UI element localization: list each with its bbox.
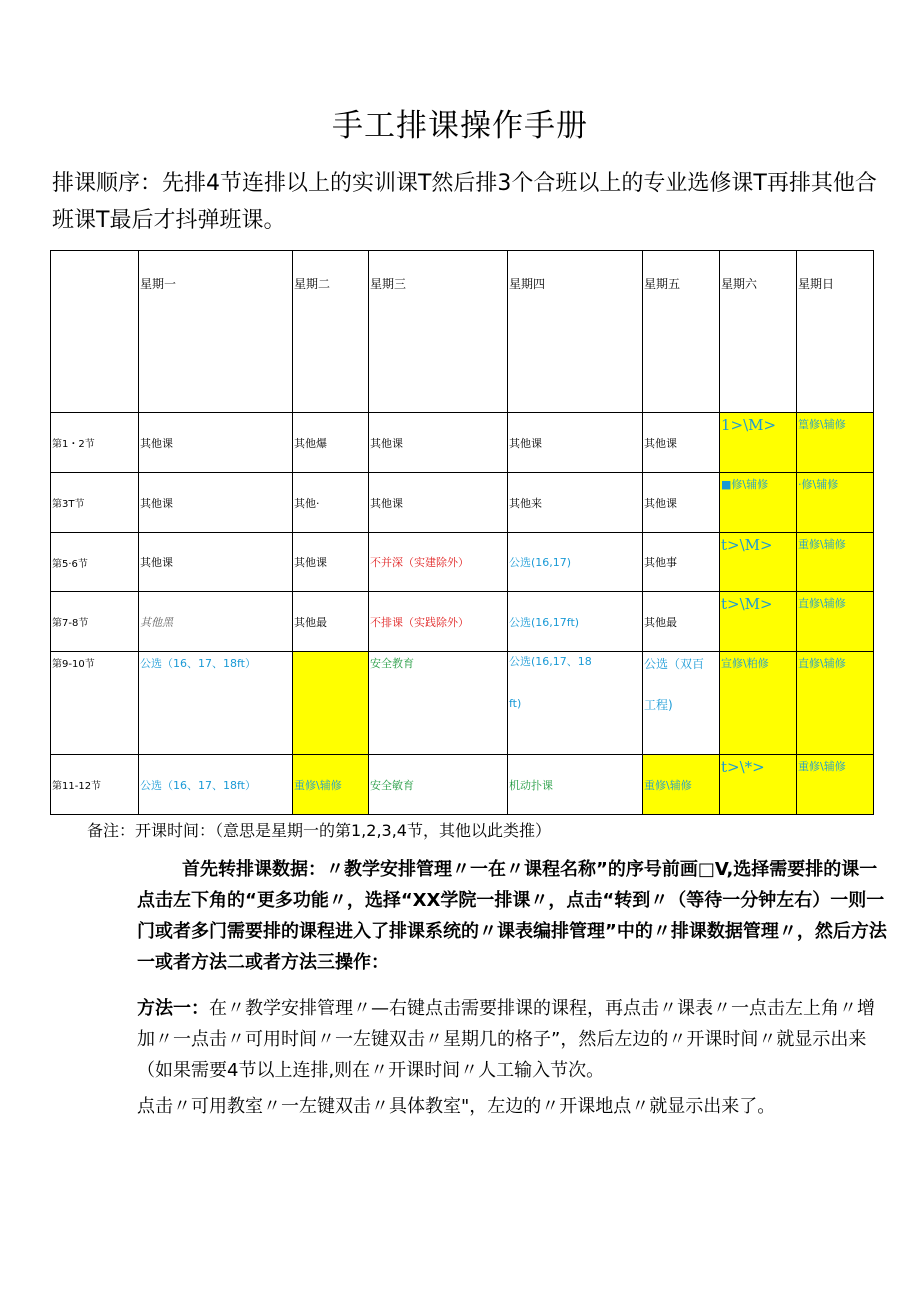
table-cell: 重修\辅修 <box>293 755 369 815</box>
header-mon: 星期一 <box>139 251 293 413</box>
table-cell: ·修\辅修 <box>797 473 874 533</box>
paragraph-transfer-data <box>137 854 889 978</box>
table-cell: 其他· <box>293 473 369 533</box>
table-cell: 公选(16,17) <box>508 533 643 592</box>
page-title: 手工排课操作手册 <box>332 108 588 144</box>
table-cell: 其他课 <box>643 413 720 473</box>
table-cell: 安全敏育 <box>369 755 508 815</box>
table-note: 备注：开课时间：（意思是星期一的第1,2,3,4节，其他以此类推） <box>87 821 551 840</box>
paragraph-text: 首先转排课数据：〃教学安排管理〃一在〃课程名称”的序号前画□V,选择需要排的课一点击左下角的“更多功能〃，选择“XX学院一排课〃，点击“转到〃（等待一分钟左右）一则一门或者多门需要排的课程进入了排课系统的〃课表编排管理”中的〃排课数据管理〃，然后方法一或者方法二或者方法三操作： <box>137 859 887 973</box>
period-label: 第5·6节 <box>51 533 139 592</box>
table-cell: 其他课 <box>139 413 293 473</box>
table-cell: 公选(16,17ft) <box>508 592 643 652</box>
paragraph-classroom: 点击〃可用教室〃一左键双击〃具体教室"，左边的〃开课地点〃就显示出来了。 <box>137 1096 776 1117</box>
table-cell: 其他课 <box>139 533 293 592</box>
table-row <box>51 413 874 473</box>
table-cell: 不排课（实践除外） <box>369 592 508 652</box>
header-tue: 星期二 <box>293 251 369 413</box>
table-cell <box>508 652 643 755</box>
table-cell: 其他最 <box>293 592 369 652</box>
table-cell: 重修\辅修 <box>643 755 720 815</box>
table-cell: 其他课 <box>293 533 369 592</box>
paragraph-method-one <box>137 993 889 1086</box>
table-cell: 其他课 <box>369 413 508 473</box>
table-cell: 其他黑 <box>139 592 293 652</box>
table-cell: 公选（16、17、18ft） <box>139 755 293 815</box>
table-cell: ■修\辅修 <box>720 473 797 533</box>
method-one-label: 方法一： <box>137 998 209 1019</box>
table-cell: 直修\辅修 <box>797 592 874 652</box>
table-cell: 其他事 <box>643 533 720 592</box>
table-row <box>51 533 874 592</box>
table-cell: 1>\M> <box>720 413 797 473</box>
scheduling-order-text: 排课顺序：先排4节连排以上的实训课T然后排3个合班以上的专业选修课T再排其他合班课T最后才抖弹班课。 <box>52 171 877 233</box>
table-row <box>51 592 874 652</box>
header-sat: 星期六 <box>720 251 797 413</box>
table-cell: 其他最 <box>643 592 720 652</box>
schedule-table <box>50 250 874 815</box>
table-cell: 其他来 <box>508 473 643 533</box>
table-cell: 重修\辅修 <box>797 755 874 815</box>
table-cell: t>\M> <box>720 592 797 652</box>
table-cell: 篁修\辅修 <box>797 413 874 473</box>
table-header-row <box>51 251 874 413</box>
period-label: 第9-10节 <box>51 652 139 755</box>
table-cell: 直修\辅修 <box>797 652 874 755</box>
period-label: 第1・2节 <box>51 413 139 473</box>
header-sun: 星期日 <box>797 251 874 413</box>
table-cell: 重修\辅修 <box>797 533 874 592</box>
header-thu: 星期四 <box>508 251 643 413</box>
table-cell: t>\*> <box>720 755 797 815</box>
table-cell: 不并深（实建除外） <box>369 533 508 592</box>
table-cell: 公选（16、17、18ft） <box>139 652 293 755</box>
period-label: 第3T节 <box>51 473 139 533</box>
table-cell: 宣修\粕修 <box>720 652 797 755</box>
cell-line: 工程) <box>644 698 673 712</box>
header-corner <box>51 251 139 413</box>
table-cell: 机动扑课 <box>508 755 643 815</box>
table-cell: 安全教育 <box>369 652 508 755</box>
table-row <box>51 755 874 815</box>
table-row <box>51 473 874 533</box>
cell-line: 公选(16,17、18 <box>509 655 592 668</box>
header-fri: 星期五 <box>643 251 720 413</box>
table-cell: 其他课 <box>508 413 643 473</box>
cell-line: ft) <box>509 697 522 710</box>
table-cell: 其他爆 <box>293 413 369 473</box>
header-wed: 星期三 <box>369 251 508 413</box>
table-cell: t>\M> <box>720 533 797 592</box>
table-cell: 其他课 <box>139 473 293 533</box>
table-row <box>51 652 874 755</box>
period-label: 第11-12节 <box>51 755 139 815</box>
table-cell: 其他课 <box>643 473 720 533</box>
period-label: 第7-8节 <box>51 592 139 652</box>
cell-line: 公选（双百 <box>644 657 705 671</box>
table-cell: 其他课 <box>369 473 508 533</box>
table-cell <box>643 652 720 755</box>
table-cell <box>293 652 369 755</box>
paragraph-text: 在〃教学安排管理〃—右键点击需要排课的课程，再点击〃课表〃一点击左上角〃增加〃一点击〃可用时间〃一左键双击〃星期几的格子”，然后左边的〃开课时间〃就显示出来（如果需要4节以上连排,则在〃开课时间〃人工输入节次。 <box>137 998 875 1081</box>
